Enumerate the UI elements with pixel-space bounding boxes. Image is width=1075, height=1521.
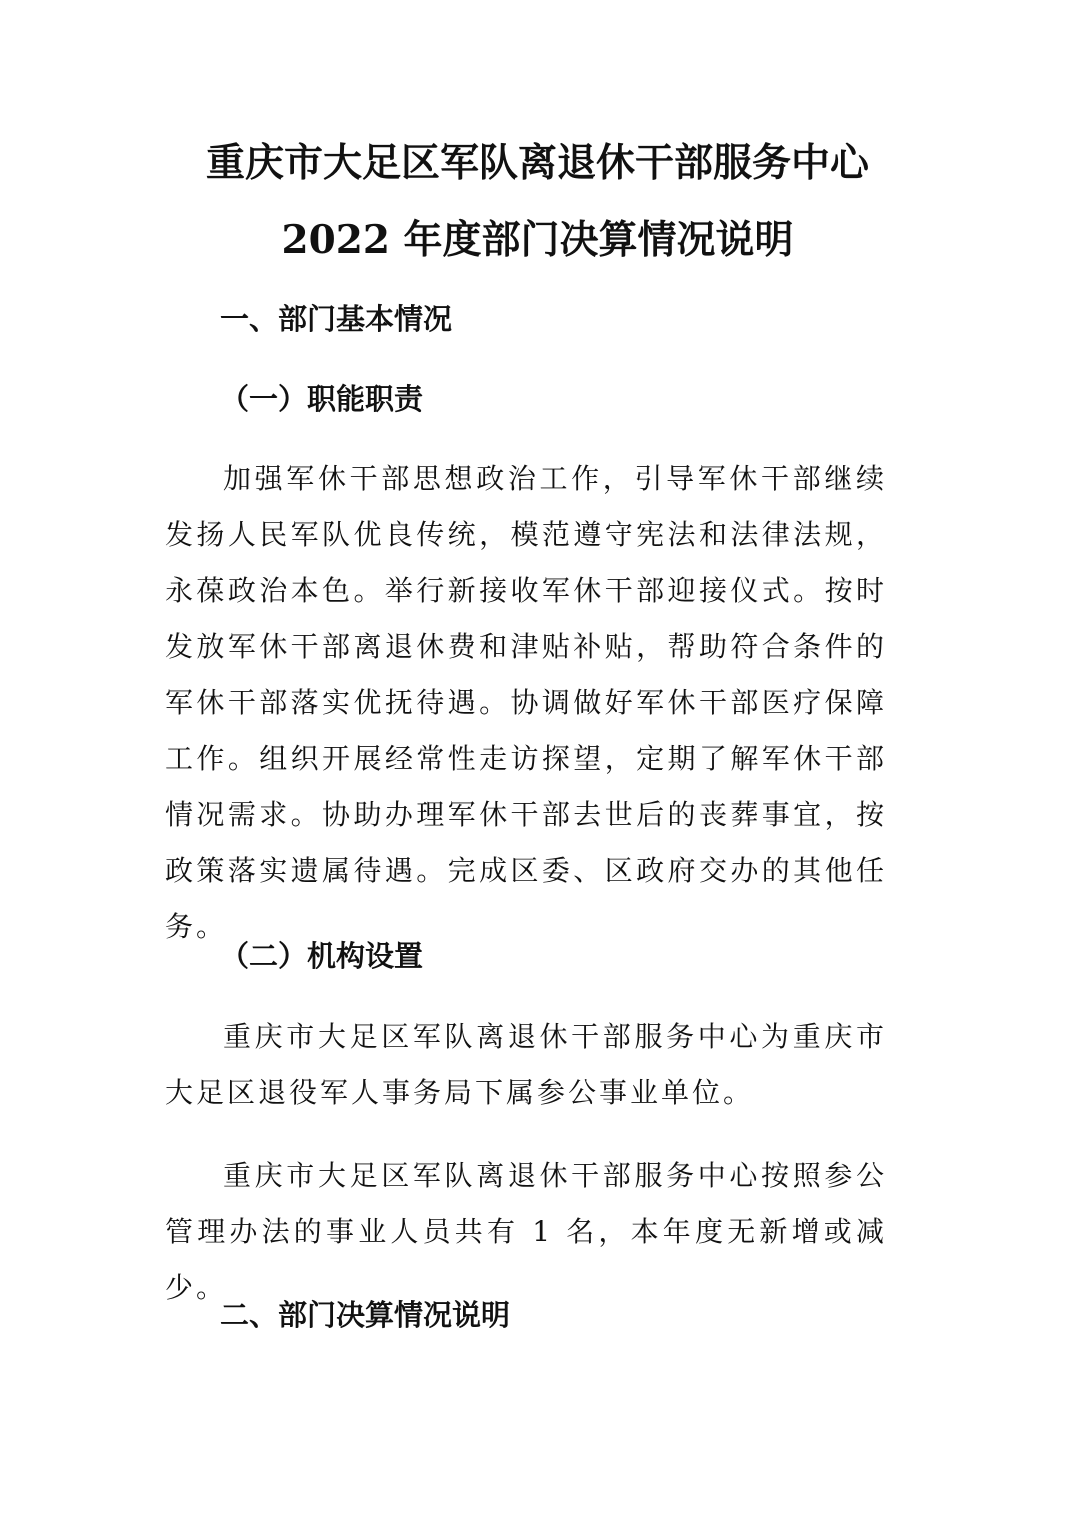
duties-paragraph: 加强军休干部思想政治工作，引导军休干部继续发扬人民军队优良传统，模范遵守宪法和法律法规，永葆政治本色。举行新接收军休干部迎接仪式。按时发放军休干部离退休费和津贴补贴，帮助符合条件的军休干部落实优抚待遇。协调做好军休干部医疗保障工作。组织开展经常性走访探望，定期了解军休干部情况需求。协助办理军休干部去世后的丧葬事宜，按政策落实遗属待遇。完成区委、区政府交办的其他任务。 [165,462,887,943]
section1-heading: 一、部门基本情况 [220,302,453,336]
document-title-line1: 重庆市大足区军队离退休干部服务中心 [205,140,869,186]
structure-paragraph-2: 重庆市大足区军队离退休干部服务中心按照参公管理办法的事业人员共有 1 名，本年度无新增或减少。 [165,1159,887,1304]
subsection2-heading: （二）机构设置 [220,939,424,973]
document-title-line2: 2022 年度部门决算情况说明 [281,217,794,263]
subsection1-heading: （一）职能职责 [220,382,424,416]
section2-heading: 二、部门决算情况说明 [220,1298,511,1332]
structure-paragraph-1: 重庆市大足区军队离退休干部服务中心为重庆市大足区退役军人事务局下属参公事业单位。 [165,1020,887,1109]
